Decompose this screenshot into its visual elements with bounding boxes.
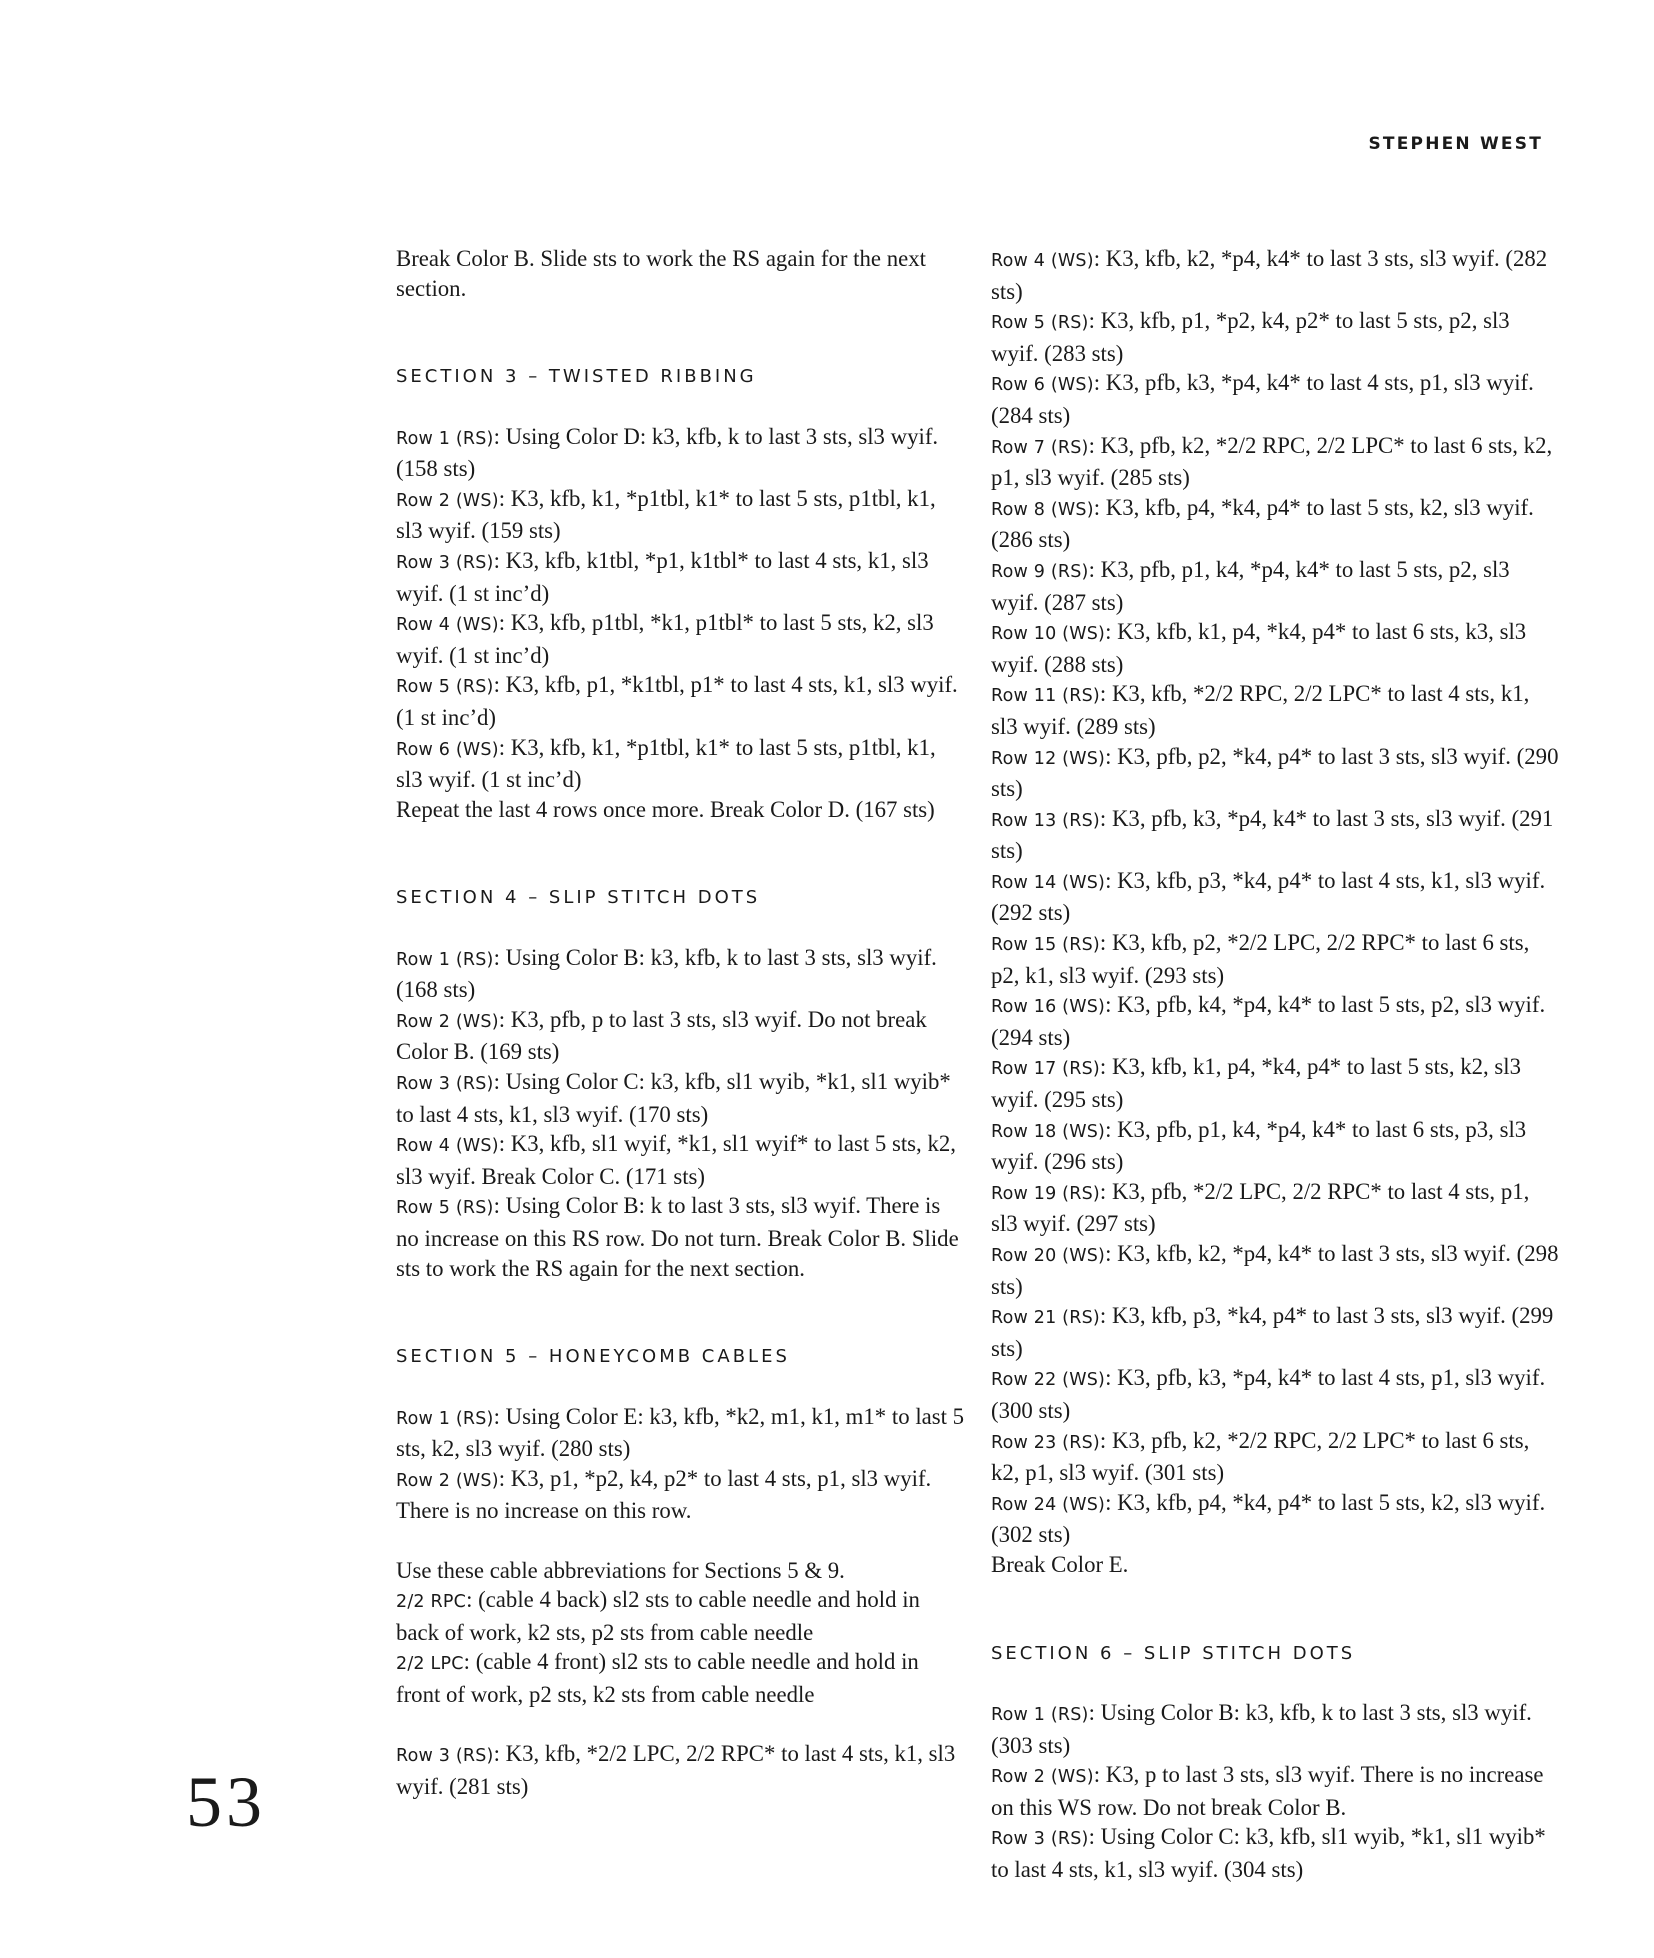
- row-text: : K3, kfb, p4, *k4, p4* to last 5 sts, k2, sl3 wyif. (286 sts): [991, 494, 1534, 553]
- row-label: Row 12 (WS): [991, 748, 1106, 769]
- row-text: : K3, kfb, p1, *p2, k4, p2* to last 5 sts, p2, sl3 wyif. (283 sts): [991, 308, 1510, 366]
- row-label: Row 3 (RS): [396, 552, 494, 573]
- row-instruction: [991, 1363, 1561, 1425]
- row-text: : K3, kfb, *2/2 RPC, 2/2 LPC* to last 4 sts, k1, sl3 wyif. (289 sts): [991, 681, 1530, 739]
- cable-text: : (cable 4 back) sl2 sts to cable needle and hold in back of work, k2 sts, p2 sts from cable needle: [396, 1587, 920, 1645]
- row-text: : K3, kfb, *2/2 LPC, 2/2 RPC* to last 4 sts, k1, sl3 wyif. (281 sts): [396, 1741, 956, 1799]
- page-number: 53: [186, 1762, 266, 1842]
- row-text: : K3, pfb, *2/2 LPC, 2/2 RPC* to last 4 sts, p1, sl3 wyif. (297 sts): [991, 1178, 1530, 1237]
- row-label: Row 2 (WS): [396, 1011, 499, 1032]
- row-label: Row 14 (WS): [991, 872, 1106, 893]
- row-label: Row 2 (WS): [991, 1767, 1094, 1788]
- row-instruction: [991, 617, 1561, 679]
- row-label: Row 1 (RS): [396, 1408, 494, 1429]
- row-label: Row 11 (RS): [991, 686, 1100, 707]
- row-label: Row 16 (WS): [991, 997, 1106, 1018]
- row-text: : K3, kfb, k2, *p4, k4* to last 3 sts, sl3 wyif. (298 sts): [991, 1241, 1559, 1299]
- row-label: Row 8 (WS): [991, 499, 1094, 520]
- row-label: Row 23 (RS): [991, 1432, 1100, 1453]
- row-instruction: [991, 368, 1561, 430]
- row-label: Row 9 (RS): [991, 561, 1089, 582]
- section-6-heading: SECTION 6 – SLIP STITCH DOTS: [991, 1642, 1356, 1664]
- row-instruction: [396, 1191, 966, 1283]
- row-instruction: [396, 1005, 966, 1067]
- section-5-closing: Break Color E.: [991, 1551, 1129, 1577]
- cable-label: 2/2 LPC: [396, 1654, 464, 1675]
- row-label: Row 5 (RS): [396, 1198, 494, 1219]
- row-instruction: [991, 742, 1561, 804]
- row-instruction: [396, 1464, 966, 1526]
- row-label: Row 3 (RS): [396, 1746, 494, 1767]
- row-text: : K3, kfb, k1tbl, *p1, k1tbl* to last 4 sts, k1, sl3 wyif. (1 st inc’d): [396, 547, 929, 606]
- row-text: : K3, kfb, k1, *p1tbl, k1* to last 5 sts, p1tbl, k1, sl3 wyif. (159 sts): [396, 485, 936, 544]
- row-label: Row 3 (RS): [396, 1074, 494, 1095]
- cable-text: : (cable 4 front) sl2 sts to cable needle and hold in front of work, p2 sts, k2 sts from cable needle: [396, 1649, 919, 1707]
- row-instruction: [991, 804, 1561, 866]
- section-5-heading: SECTION 5 – HONEYCOMB CABLES: [396, 1346, 790, 1368]
- row-text: : K3, kfb, p1, *k1tbl, p1* to last 4 sts, k1, sl3 wyif. (1 st inc’d): [396, 672, 958, 730]
- cable-intro: Use these cable abbreviations for Sections 5 & 9.: [396, 1557, 845, 1583]
- row-text: : K3, kfb, k1, p4, *k4, p4* to last 6 sts, k3, sl3 wyif. (288 sts): [991, 619, 1527, 677]
- row-instruction: [991, 1239, 1561, 1301]
- row-label: Row 6 (WS): [396, 739, 499, 760]
- row-text: : K3, kfb, k2, *p4, k4* to last 3 sts, sl3 wyif. (282 sts): [991, 246, 1548, 304]
- row-text: : Using Color B: k3, kfb, k to last 3 sts, sl3 wyif. (168 sts): [396, 944, 937, 1003]
- row-instruction: [991, 1301, 1561, 1363]
- row-instruction: [396, 484, 966, 546]
- cable-definition: [396, 1585, 966, 1647]
- row-text: : Using Color E: k3, kfb, *k2, m1, k1, m1* to last 5 sts, k2, sl3 wyif. (280 sts): [396, 1403, 965, 1462]
- row-text: : K3, pfb, k2, *2/2 RPC, 2/2 LPC* to last 6 sts, k2, p1, sl3 wyif. (285 sts): [991, 432, 1553, 491]
- row-label: Row 2 (WS): [396, 490, 499, 511]
- section-3-closing: Repeat the last 4 rows once more. Break Color D. (167 sts): [396, 796, 935, 822]
- row-text: : K3, kfb, k1, p4, *k4, p4* to last 5 sts, k2, sl3 wyif. (295 sts): [991, 1054, 1522, 1113]
- row-instruction: [991, 1822, 1561, 1884]
- row-instruction: [396, 670, 966, 732]
- row-instruction: [991, 1760, 1561, 1822]
- row-instruction: [991, 1698, 1561, 1760]
- row-label: Row 18 (WS): [991, 1121, 1106, 1142]
- row-text: : K3, pfb, p1, k4, *p4, k4* to last 6 sts, p3, sl3 wyif. (296 sts): [991, 1116, 1527, 1175]
- row-label: Row 22 (WS): [991, 1370, 1106, 1391]
- row-text: : K3, kfb, sl1 wyif, *k1, sl1 wyif* to last 5 sts, k2, sl3 wyif. Break Color C. (171 sts): [396, 1131, 956, 1189]
- section-4-heading: SECTION 4 – SLIP STITCH DOTS: [396, 887, 761, 909]
- row-instruction: [991, 1488, 1561, 1550]
- right-column: [991, 244, 1561, 1884]
- row-text: : Using Color B: k to last 3 sts, sl3 wyif. There is no increase on this RS row. Do not turn. Break Color B. Slide sts to work the RS again for the next section.: [396, 1193, 959, 1281]
- row-text: : Using Color B: k3, kfb, k to last 3 sts, sl3 wyif. (303 sts): [991, 1699, 1532, 1758]
- row-text: : K3, kfb, p3, *k4, p4* to last 4 sts, k1, sl3 wyif. (292 sts): [991, 867, 1546, 926]
- row-label: Row 15 (RS): [991, 935, 1100, 956]
- row-label: Row 7 (RS): [991, 437, 1089, 458]
- row-text: : Using Color C: k3, kfb, sl1 wyib, *k1, sl1 wyib* to last 4 sts, k1, sl3 wyif. (170 sts): [396, 1069, 951, 1127]
- left-column: [396, 244, 966, 1801]
- row-label: Row 1 (RS): [991, 1704, 1089, 1725]
- row-label: Row 17 (RS): [991, 1059, 1100, 1080]
- row-text: : K3, pfb, k3, *p4, k4* to last 4 sts, p1, sl3 wyif. (284 sts): [991, 370, 1534, 428]
- row-label: Row 4 (WS): [396, 1136, 499, 1157]
- intro-text: Break Color B. Slide sts to work the RS again for the next section.: [396, 246, 926, 301]
- row-instruction: [991, 493, 1561, 555]
- row-text: : Using Color D: k3, kfb, k to last 3 sts, sl3 wyif. (158 sts): [396, 423, 939, 482]
- row-text: : K3, kfb, p1tbl, *k1, p1tbl* to last 5 sts, k2, sl3 wyif. (1 st inc’d): [396, 610, 934, 668]
- row-label: Row 2 (WS): [396, 1470, 499, 1491]
- row-label: Row 1 (RS): [396, 949, 494, 970]
- row-text: : K3, kfb, p4, *k4, p4* to last 5 sts, k2, sl3 wyif. (302 sts): [991, 1489, 1546, 1548]
- row-text: : K3, kfb, p2, *2/2 LPC, 2/2 RPC* to last 6 sts, p2, k1, sl3 wyif. (293 sts): [991, 930, 1530, 988]
- row-instruction: [991, 431, 1561, 493]
- row-text: : K3, p to last 3 sts, sl3 wyif. There is no increase on this WS row. Do not break Color B.: [991, 1762, 1544, 1820]
- row-instruction: [991, 555, 1561, 617]
- row-label: Row 5 (RS): [396, 677, 494, 698]
- row-text: : K3, pfb, k4, *p4, k4* to last 5 sts, p2, sl3 wyif. (294 sts): [991, 992, 1546, 1050]
- cable-label: 2/2 RPC: [396, 1592, 467, 1613]
- row-text: : K3, pfb, k3, *p4, k4* to last 3 sts, sl3 wyif. (291 sts): [991, 805, 1554, 864]
- row-instruction: [991, 1177, 1561, 1239]
- row-instruction: [991, 990, 1561, 1052]
- row-text: : K3, pfb, k3, *p4, k4* to last 4 sts, p1, sl3 wyif. (300 sts): [991, 1365, 1546, 1423]
- row-instruction: [396, 1129, 966, 1191]
- row-label: Row 6 (WS): [991, 375, 1094, 396]
- row-label: Row 5 (RS): [991, 313, 1089, 334]
- row-label: Row 21 (RS): [991, 1308, 1100, 1329]
- row-text: : K3, pfb, k2, *2/2 RPC, 2/2 LPC* to last 6 sts, k2, p1, sl3 wyif. (301 sts): [991, 1427, 1530, 1486]
- author-name: STEPHEN WEST: [1368, 134, 1543, 154]
- row-instruction: [991, 244, 1561, 306]
- row-instruction: [396, 1402, 966, 1464]
- row-instruction: [396, 546, 966, 608]
- row-label: Row 4 (WS): [991, 251, 1094, 271]
- row-text: : K3, kfb, p3, *k4, p4* to last 3 sts, sl3 wyif. (299 sts): [991, 1303, 1554, 1361]
- row-label: Row 13 (RS): [991, 810, 1100, 831]
- row-instruction: [396, 733, 966, 795]
- row-instruction: [991, 679, 1561, 741]
- row-text: : K3, p1, *p2, k4, p2* to last 4 sts, p1, sl3 wyif. There is no increase on this row.: [396, 1465, 932, 1524]
- row-instruction: [991, 928, 1561, 990]
- section-3-heading: SECTION 3 – TWISTED RIBBING: [396, 366, 757, 388]
- row-text: : K3, pfb, p2, *k4, p4* to last 3 sts, sl3 wyif. (290 sts): [991, 743, 1559, 802]
- row-instruction: [396, 608, 966, 670]
- row-label: Row 10 (WS): [991, 624, 1106, 645]
- row-instruction: [991, 1426, 1561, 1488]
- row-label: Row 19 (RS): [991, 1183, 1100, 1204]
- row-text: : K3, pfb, p1, k4, *p4, k4* to last 5 sts, p2, sl3 wyif. (287 sts): [991, 556, 1510, 615]
- row-text: : K3, kfb, k1, *p1tbl, k1* to last 5 sts, p1tbl, k1, sl3 wyif. (1 st inc’d): [396, 734, 936, 793]
- row-instruction: [991, 1115, 1561, 1177]
- row-label: Row 20 (WS): [991, 1246, 1106, 1266]
- row-label: Row 1 (RS): [396, 428, 494, 449]
- row-instruction: [396, 1067, 966, 1129]
- row-text: : Using Color C: k3, kfb, sl1 wyib, *k1, sl1 wyib* to last 4 sts, k1, sl3 wyif. (304 sts): [991, 1824, 1546, 1882]
- row-label: Row 3 (RS): [991, 1829, 1089, 1850]
- row-instruction: [396, 943, 966, 1005]
- row-instruction: [991, 1052, 1561, 1114]
- row-instruction: [991, 866, 1561, 928]
- row-label: Row 4 (WS): [396, 615, 499, 636]
- row-label: Row 24 (WS): [991, 1494, 1106, 1515]
- row-instruction: [991, 306, 1561, 368]
- row-instruction: [396, 1739, 966, 1801]
- row-text: : K3, pfb, p to last 3 sts, sl3 wyif. Do not break Color B. (169 sts): [396, 1006, 927, 1065]
- row-instruction: [396, 422, 966, 484]
- cable-definition: [396, 1647, 966, 1709]
